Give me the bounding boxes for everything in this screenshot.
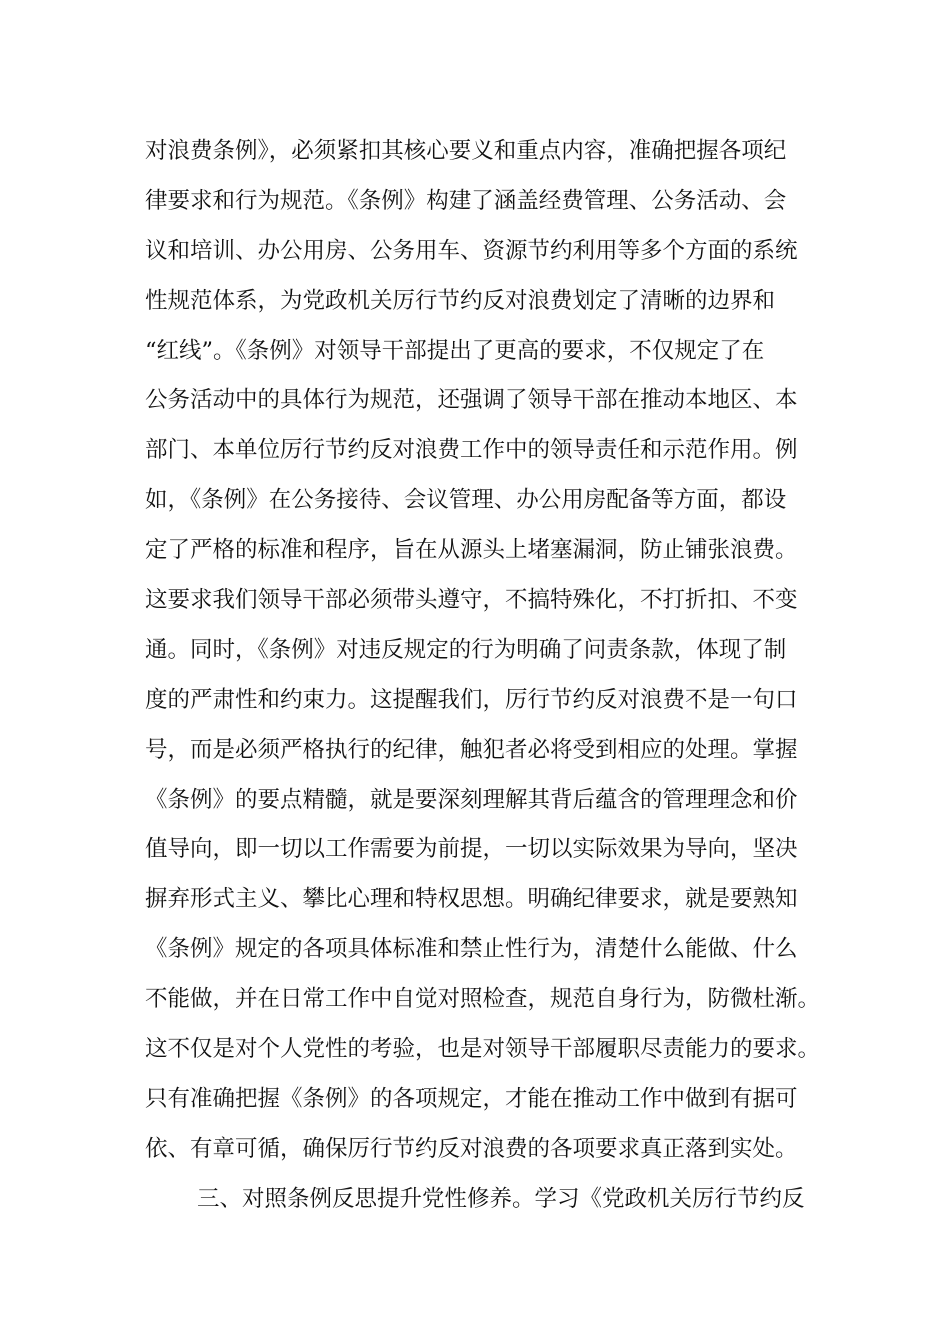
text-line: 公务活动中的具体行为规范，还强调了领导干部在推动本地区、本: [145, 387, 798, 414]
text-line: 议和培训、办公用房、公务用车、资源节约利用等多个方面的系统: [145, 237, 798, 264]
text-line: 依、有章可循，确保厉行节约反对浪费的各项要求真正落到实处。: [145, 1135, 798, 1162]
body-text: [145, 127, 845, 1225]
text-line: “红线”。《条例》对领导干部提出了更高的要求，不仅规定了在: [145, 337, 765, 364]
text-line: 部门、本单位厉行节约反对浪费工作中的领导责任和示范作用。例: [145, 437, 798, 464]
text-line: 只有准确把握《条例》的各项规定，才能在推动工作中做到有据可: [145, 1085, 798, 1112]
text-line: 律要求和行为规范。《条例》构建了涵盖经费管理、公务活动、会: [145, 187, 787, 214]
text-line: 如，《条例》在公务接待、会议管理、办公用房配备等方面，都设: [145, 487, 787, 514]
text-line: 对浪费条例》，必须紧扣其核心要义和重点内容，准确把握各项纪: [145, 138, 787, 164]
text-line: 定了严格的标准和程序，旨在从源头上堵塞漏洞，防止铺张浪费。: [145, 537, 798, 564]
text-line: 值导向，即一切以工作需要为前提，一切以实际效果为导向，坚决: [145, 836, 798, 863]
text-line: 通。同时，《条例》对违反规定的行为明确了问责条款，体现了制: [145, 636, 787, 663]
text-line: 不能做，并在日常工作中自觉对照检查，规范自身行为，防微杜渐。: [145, 986, 821, 1013]
text-line: 这不仅是对个人党性的考验，也是对领导干部履职尽责能力的要求。: [145, 1036, 821, 1063]
text-line: 度的严肃性和约束力。这提醒我们，厉行节约反对浪费不是一句口: [145, 686, 798, 713]
section-heading-line: 三、对照条例反思提升党性修养。学习《党政机关厉行节约反: [197, 1185, 805, 1212]
text-line: 号，而是必须严格执行的纪律，触犯者必将受到相应的处理。掌握: [145, 736, 798, 763]
text-line: 这要求我们领导干部必须带头遵守，不搞特殊化，不打折扣、不变: [145, 587, 798, 614]
text-line: 《条例》规定的各项具体标准和禁止性行为，清楚什么能做、什么: [145, 936, 798, 963]
text-line: 性规范体系，为党政机关厉行节约反对浪费划定了清晰的边界和: [145, 287, 776, 314]
text-line: 《条例》的要点精髓，就是要深刻理解其背后蕴含的管理理念和价: [145, 786, 798, 813]
text-line: 摒弃形式主义、攀比心理和特权思想。明确纪律要求，就是要熟知: [145, 886, 798, 913]
